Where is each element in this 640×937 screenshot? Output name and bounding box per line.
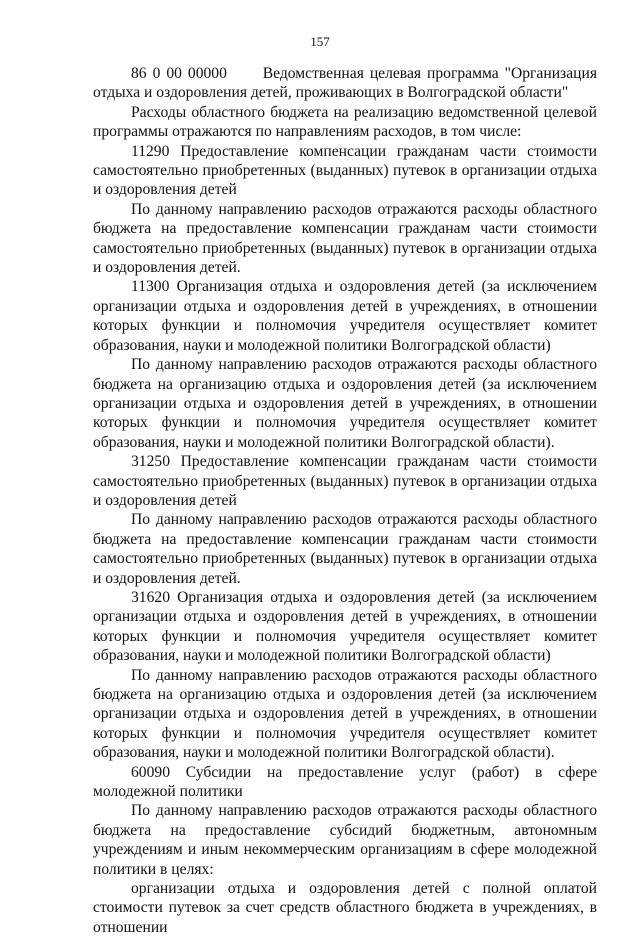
expense-item-11300-description: По данному направлению расходов отражаются расходы областного бюджета на организацию отдыха и оздоровления детей (за исключением организации отдыха и оздоровления детей в учреждениях, в отношении которых функции и полномочия учредителя осуществляет комитет образования, науки и молодежной политики Волгоградской области). bbox=[93, 356, 597, 451]
program-heading: 86 0 00 00000 Ведомственная целевая программа "Организация отдыха и оздоровления детей, проживающих в Волгоградской области" bbox=[93, 65, 597, 102]
expense-item-60090: 60090 Субсидии на предоставление услуг (работ) в сфере молодежной политики bbox=[93, 763, 597, 801]
document-body bbox=[93, 64, 597, 937]
expense-item-31620-description: По данному направлению расходов отражаются расходы областного бюджета на организацию отдыха и оздоровления детей (за исключением организации отдыха и оздоровления детей в учреждениях, в отношении которых функции и полномочия учредителя осуществляет комитет образования, науки и молодежной политики Волгоградской области). bbox=[93, 666, 597, 762]
page-number: 157 bbox=[310, 34, 330, 49]
expense-item-60090-purpose: организации отдыха и оздоровления детей с полной оплатой стоимости путевок за счет средств областного бюджета в учреждениях, в отношении bbox=[93, 880, 597, 936]
expense-item-31620: 31620 Организация отдыха и оздоровления детей (за исключением организации отдыха и оздоровления детей в учреждениях, в отношении которых функции и полномочия учредителя осуществляет комитет образования, науки и молодежной политики Волгоградской области) bbox=[93, 588, 597, 665]
paragraph-intro: Расходы областного бюджета на реализацию ведомственной целевой программы отражаются по направлениям расходов, в том числе: bbox=[93, 103, 597, 141]
expense-item-11290: 11290 Предоставление компенсации гражданам части стоимости самостоятельно приобретенных (выданных) путевок в организации отдыха и оздоровления детей bbox=[93, 142, 597, 199]
expense-item-31250-description: По данному направлению расходов отражаются расходы областного бюджета на предоставление компенсации гражданам части стоимости самостоятельно приобретенных (выданных) путевок в организации отдыха и оздоровления детей. bbox=[93, 511, 597, 587]
expense-item-31250: 31250 Предоставление компенсации гражданам части стоимости самостоятельно приобретенных (выданных) путевок в организации отдыха и оздоровления детей bbox=[93, 453, 597, 509]
expense-item-11290-description: По данному направлению расходов отражаются расходы областного бюджета на предоставление компенсации гражданам части стоимости самостоятельно приобретенных (выданных) путевок в организации отдыха и оздоровления детей. bbox=[93, 200, 597, 277]
expense-item-11300: 11300 Организация отдыха и оздоровления детей (за исключением организации отдыха и оздоровления детей в учреждениях, в отношении которых функции и полномочия учредителя осуществляет комитет образования, науки и молодежной политики Волгоградской области) bbox=[93, 278, 597, 354]
expense-item-60090-description: По данному направлению расходов отражаются расходы областного бюджета на предоставление субсидий бюджетным, автономным учреждениям и иным некоммерческим организациям в сфере молодежной политики в целях: bbox=[93, 802, 597, 878]
